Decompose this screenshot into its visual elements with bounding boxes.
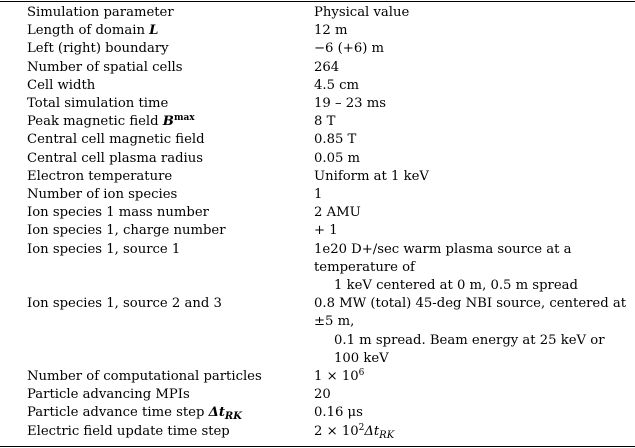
value-cell: $1 \times 10^6$ bbox=[314, 368, 365, 385]
param-cell: Total simulation time bbox=[27, 96, 169, 112]
simulation-parameters-table bbox=[0, 4, 635, 441]
param-cell: Ion species 1, charge number bbox=[27, 223, 226, 239]
value-cell: 8 T bbox=[314, 114, 336, 130]
table-bottom-rule bbox=[0, 446, 635, 447]
param-cell: Number of computational particles bbox=[27, 369, 262, 385]
table-row bbox=[0, 222, 635, 240]
value-cell: 19 – 23 ms bbox=[314, 96, 387, 112]
value-cell: 20 bbox=[314, 387, 331, 403]
table-row bbox=[0, 40, 635, 58]
param-cell: Central cell plasma radius bbox=[27, 150, 204, 166]
table-row bbox=[0, 113, 635, 131]
header-value: Physical value bbox=[314, 5, 410, 20]
value-cell: 0.16 μs bbox=[314, 405, 363, 421]
value-cell: 0.85 T bbox=[314, 132, 357, 148]
table-row bbox=[0, 368, 635, 386]
value-cell: 0.05 m bbox=[314, 150, 361, 166]
param-cell: Electric field update time step bbox=[27, 423, 230, 439]
value-cell: 0.8 MW (total) 45-deg NBI source, centered at ±5 m, 0.1 m spread. Beam energy at 25 keV or 100 keV bbox=[314, 296, 627, 366]
table-row bbox=[0, 150, 635, 168]
value-cell: 1 bbox=[314, 187, 323, 203]
param-cell: Particle advance time step $\Delta t_{RK}$ bbox=[27, 405, 242, 423]
table-row bbox=[0, 95, 635, 113]
value-cell: 2 AMU bbox=[314, 205, 361, 221]
value-cell: $2 \times 10^2\Delta t_{RK}$ bbox=[314, 422, 395, 441]
param-cell: Ion species 1, source 1 bbox=[27, 241, 181, 257]
param-cell: Ion species 1 mass number bbox=[27, 205, 209, 221]
table-row bbox=[0, 241, 635, 296]
table-row bbox=[0, 131, 635, 149]
value-cell: + 1 bbox=[314, 223, 338, 239]
value-cell: 12 m bbox=[314, 23, 348, 39]
table-row bbox=[0, 22, 635, 40]
param-cell: Ion species 1, source 2 and 3 bbox=[27, 296, 222, 312]
param-cell: Length of domain L bbox=[27, 23, 159, 39]
table-row bbox=[0, 423, 635, 441]
param-cell: Left (right) boundary bbox=[27, 41, 169, 57]
value-cell: 264 bbox=[314, 59, 340, 75]
param-cell: Cell width bbox=[27, 77, 96, 93]
table-row bbox=[0, 404, 635, 422]
header-parameter: Simulation parameter bbox=[27, 5, 174, 20]
table-row bbox=[0, 386, 635, 404]
table-row bbox=[0, 168, 635, 186]
value-cell: 1e20 D+/sec warm plasma source at a temperature of 1 keV centered at 0 m, 0.5 m spread bbox=[314, 241, 578, 294]
param-cell: Electron temperature bbox=[27, 168, 173, 184]
table-row bbox=[0, 59, 635, 77]
param-cell: Particle advancing MPIs bbox=[27, 387, 190, 403]
param-cell: Number of spatial cells bbox=[27, 59, 183, 75]
table-header-row bbox=[0, 4, 635, 22]
table-row bbox=[0, 204, 635, 222]
param-cell: Peak magnetic field $B^{max}$ bbox=[27, 113, 195, 130]
param-cell: Number of ion species bbox=[27, 187, 178, 203]
param-cell: Central cell magnetic field bbox=[27, 132, 205, 148]
table-top-rule bbox=[0, 1, 635, 2]
table-row bbox=[0, 295, 635, 368]
table-row bbox=[0, 77, 635, 95]
value-cell: Uniform at 1 keV bbox=[314, 168, 429, 184]
value-cell: −6 (+6) m bbox=[314, 41, 385, 57]
table-row bbox=[0, 186, 635, 204]
value-cell: 4.5 cm bbox=[314, 77, 360, 93]
